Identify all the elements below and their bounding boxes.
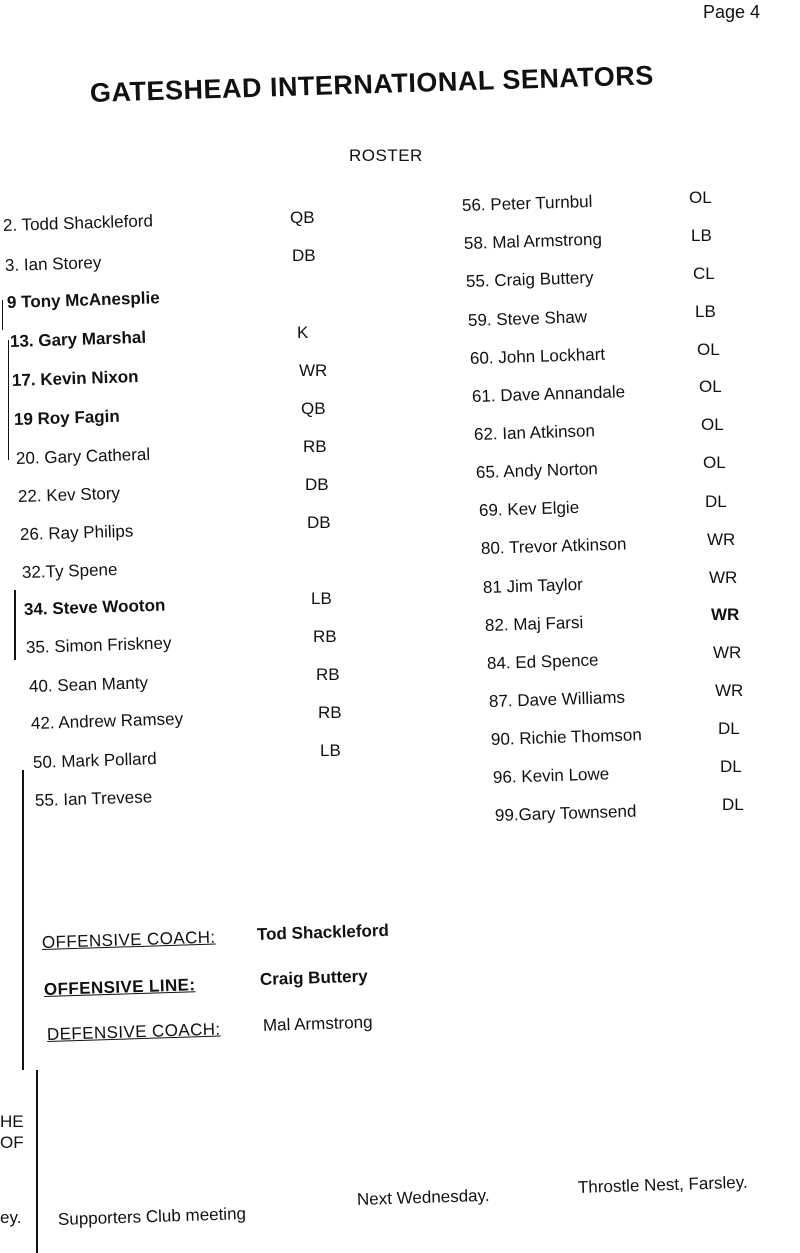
position-right: WR [711,605,740,624]
player-right: 87. Dave Williams [488,687,626,711]
offensive-line-label: OFFENSIVE LINE: [43,975,196,999]
player-left: 32.Ty Spene [21,560,118,582]
player-right: 69. Kev Elgie [478,497,580,520]
defensive-coach-label: DEFENSIVE COACH: [46,1019,221,1044]
player-left: 35. Simon Friskney [25,633,172,657]
position-left: LB [311,589,332,608]
position-left: K [297,323,309,342]
player-right: 84. Ed Spence [486,650,599,673]
player-right: 55. Craig Buttery [465,267,594,291]
player-right: 82. Maj Farsi [484,612,584,635]
player-left: 19 Roy Fagin [13,406,121,429]
position-right: LB [691,226,712,245]
position-left: DB [305,475,329,494]
player-right: 81 Jim Taylor [482,574,584,597]
position-right: WR [709,568,738,587]
player-left: 40. Sean Manty [28,673,149,696]
position-left: QB [301,399,326,418]
player-right: 90. Richie Thomson [490,725,643,749]
player-right: 80. Trevor Atkinson [480,534,627,558]
margin-fragment: HE [0,1112,24,1131]
position-right: DL [705,492,727,511]
position-right: WR [713,643,742,662]
position-right: DL [722,795,744,814]
player-right: 59. Steve Shaw [467,307,588,330]
position-left: RB [318,703,342,722]
page-title: GATESHEAD INTERNATIONAL SENATORS [89,60,655,108]
position-left: RB [313,627,337,646]
page-number: Page 4 [703,2,761,22]
position-left: QB [290,208,315,227]
player-left: 3. Ian Storey [4,252,102,275]
player-right: 96. Kevin Lowe [492,764,610,787]
scan-mark [22,770,24,1070]
position-right: OL [703,453,726,472]
player-left: 17. Kevin Nixon [11,367,139,390]
offensive-coach-label: OFFENSIVE COACH: [41,927,216,952]
player-right: 99.Gary Townsend [494,801,637,825]
player-right: 61. Dave Annandale [471,382,626,406]
position-left: RB [316,665,340,684]
scan-mark [14,590,16,660]
position-right: OL [701,415,724,434]
player-right: 62. Ian Atkinson [473,421,596,444]
player-left: 34. Steve Wooton [23,595,166,619]
scan-mark [36,1070,38,1253]
player-left: 2. Todd Shackleford [2,211,154,235]
position-left: RB [303,437,327,456]
position-left: DB [307,513,331,532]
player-left: 9 Tony McAnesplie [6,288,160,312]
player-right: 60. John Lockhart [469,344,606,368]
offensive-coach-name: Tod Shackleford [256,920,390,944]
player-left: 26. Ray Philips [19,521,134,544]
position-right: DL [718,719,740,738]
position-left: WR [299,361,328,380]
player-left: 20. Gary Catheral [15,444,151,468]
player-right: 56. Peter Turnbul [461,191,593,215]
player-left: 55. Ian Trevese [34,787,153,810]
player-left: 42. Andrew Ramsey [30,709,184,733]
player-left: 13. Gary Marshal [9,327,147,351]
meeting-date-text: Next Wednesday. [356,1185,490,1209]
offensive-line-name: Craig Buttery [259,966,368,989]
supporters-meeting-text: Supporters Club meeting [57,1204,247,1229]
position-right: WR [715,681,744,700]
position-right: OL [699,377,722,396]
position-right: LB [695,302,716,321]
position-left: DB [292,246,316,265]
position-left: LB [320,741,341,760]
player-left: 50. Mark Pollard [32,749,158,772]
position-right: WR [707,530,736,549]
player-right: 65. Andy Norton [475,459,599,482]
player-right: 58. Mal Armstrong [463,229,603,253]
meeting-venue-text: Throstle Nest, Farsley. [577,1172,748,1197]
scan-mark [8,340,9,460]
roster-heading: ROSTER [349,146,423,165]
position-right: DL [720,757,742,776]
margin-fragment: ey. [0,1208,22,1227]
margin-fragment: OF [0,1133,24,1152]
player-left: 22. Kev Story [17,483,121,506]
position-right: OL [689,188,712,207]
scan-mark [2,300,3,330]
defensive-coach-name: Mal Armstrong [262,1012,373,1035]
position-right: OL [697,340,720,359]
position-right: CL [693,264,715,283]
